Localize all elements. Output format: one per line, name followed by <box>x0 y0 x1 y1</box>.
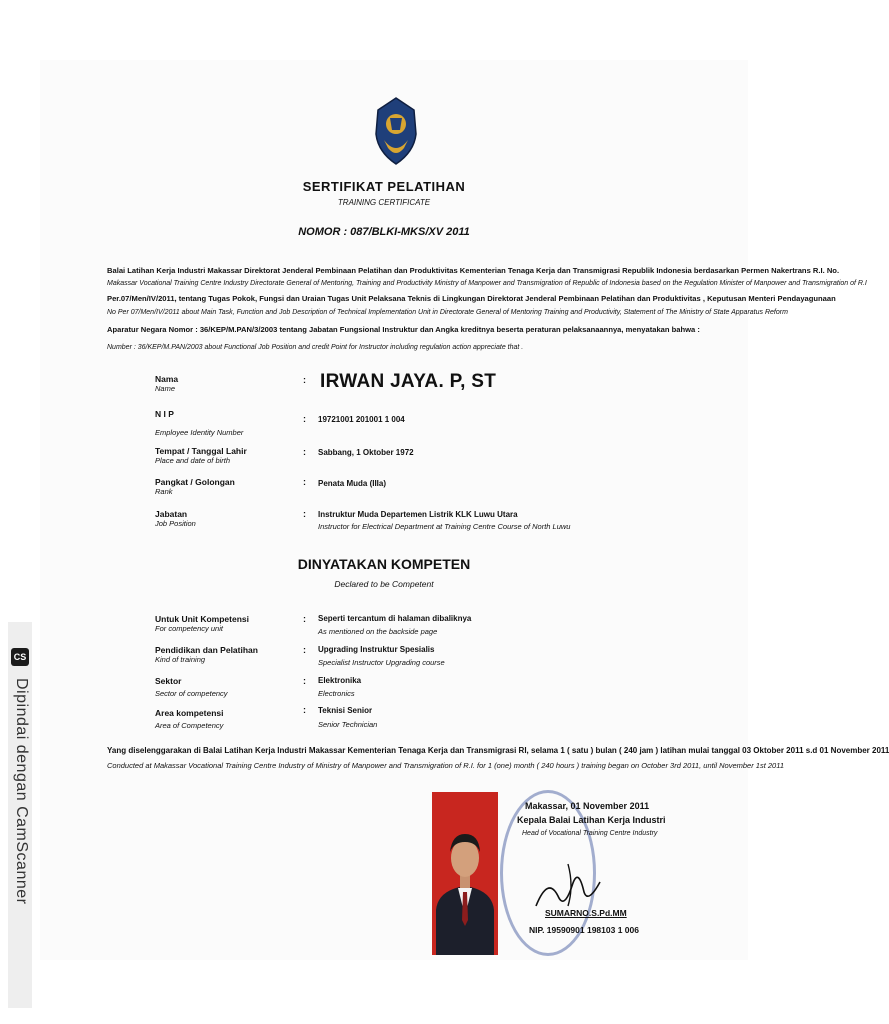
certificate-number: NOMOR : 087/BLKI-MKS/XV 2011 <box>298 226 470 238</box>
colon: : <box>303 447 306 457</box>
field-label-en: Employee Identity Number <box>155 428 244 437</box>
field-label: N I P <box>155 409 174 419</box>
field-label-en: Area of Competency <box>155 721 224 730</box>
field-nip <box>155 409 243 437</box>
signatory-name: SUMARNO.S.Pd.MM <box>545 908 627 918</box>
field-label-en: Job Position <box>155 519 196 528</box>
field-label: Sektor <box>155 676 182 686</box>
field-birth <box>155 446 247 465</box>
field-label-en: Sector of competency <box>155 689 228 698</box>
garuda-emblem-icon <box>374 96 418 166</box>
field-label: Untuk Unit Kompetensi <box>155 614 249 624</box>
field-value-en: As mentioned on the backside page <box>318 627 438 636</box>
field-label: Pendidikan dan Pelatihan <box>155 645 258 655</box>
signatory-nip: NIP. 19590901 198103 1 006 <box>529 925 639 935</box>
field-training <box>155 645 258 664</box>
certificate-title: SERTIFIKAT PELATIHAN <box>302 179 466 194</box>
field-value: Instruktur Muda Departemen Listrik KLK Luwu Utara <box>318 510 518 519</box>
field-competency-unit <box>155 614 249 633</box>
certificate-subtitle: TRAINING CERTIFICATE <box>337 198 431 207</box>
field-value: Elektronika <box>318 676 362 685</box>
training-held-statement-en: Conducted at Makassar Vocational Training Centre Industry of Ministry of Manpower and Transmigration of R.I. for 1 (one) month ( 240 hours ) training began on October 3rd 2011, until November 1st 2011 <box>107 761 785 770</box>
camscanner-logo-icon: CS <box>11 648 29 666</box>
signature-place-date: Makassar, 01 November 2011 <box>525 801 650 811</box>
field-value-en: Specialist Instructor Upgrading course <box>318 658 445 667</box>
field-value: Penata Muda (IIIa) <box>318 479 387 488</box>
colon: : <box>303 477 306 487</box>
field-label-en: For competency unit <box>155 624 223 633</box>
participant-photo <box>432 792 498 955</box>
colon: : <box>303 509 306 519</box>
field-label-en: Place and date of birth <box>155 456 231 465</box>
field-value-en: Electronics <box>318 689 355 698</box>
intro-line: Makassar Vocational Training Centre Industry Directorate General of Mentoring, Training and Productivity Ministry of Manpower and Transmigration of Republic of Indonesia based on the Regulation Minister of Manpower and Transmigration of R.I <box>107 280 867 287</box>
field-area <box>155 708 224 730</box>
camscanner-watermark <box>8 622 32 1008</box>
field-value-en: Senior Technician <box>318 720 378 729</box>
intro-line: Per.07/Men/IV/2011, tentang Tugas Pokok, Fungsi dan Uraian Tugas Unit Pelaksana Teknis di Lingkungan Direktorat Jenderal Pembinaan Pelatihan dan Produktivitas , Keputusan Menteri Pendayagunaan <box>107 294 836 303</box>
field-value: Teknisi Senior <box>318 706 373 715</box>
signature-scribble-icon <box>528 856 608 912</box>
signature-title: Kepala Balai Latihan Kerja Industri <box>517 815 666 825</box>
colon: : <box>303 676 306 686</box>
field-value: Seperti tercantum di halaman dibaliknya <box>318 614 472 623</box>
intro-line: Number : 36/KEP/M.PAN/2003 about Functional Job Position and credit Point for Instructor including regulation action appreciate that . <box>107 344 524 351</box>
field-label-en: Kind of training <box>155 655 206 664</box>
colon: : <box>303 645 306 655</box>
field-value: Upgrading Instruktur Spesialis <box>318 645 435 654</box>
colon: : <box>303 705 306 715</box>
field-label-en: Rank <box>155 487 173 496</box>
colon: : <box>303 414 306 424</box>
field-label: Jabatan <box>155 509 188 519</box>
intro-line: Aparatur Negara Nomor : 36/KEP/M.PAN/3/2003 tentang Jabatan Fungsional Instruktur dan Angka kreditnya beserta peraturan pelaksanaannya, menyatakan bahwa : <box>107 325 700 334</box>
declaration: DINYATAKAN KOMPETEN <box>297 556 471 572</box>
field-name <box>155 374 178 393</box>
field-value-en: Instructor for Electrical Department at Training Centre Course of North Luwu <box>318 522 571 531</box>
training-held-statement: Yang diselenggarakan di Balai Latihan Kerja Industri Makassar Kementerian Tenaga Kerja dan Transmigrasi RI, selama 1 ( satu ) bulan ( 240 jam ) latihan mulai tanggal 03 Oktober 2011 s.d 01 November 2011 <box>107 746 889 755</box>
field-label: Tempat / Tanggal Lahir <box>155 446 247 456</box>
intro-line: No Per 07/Men/IV/2011 about Main Task, Function and Job Description of Technical Implementation Unit in Directorate General of Mentoring Training and Productivity, Statement of The Ministry of State Apparatus Reform <box>107 309 788 316</box>
field-label: Nama <box>155 374 179 384</box>
colon: : <box>303 375 306 385</box>
person-portrait-icon <box>432 792 498 955</box>
field-value: 19721001 201001 1 004 <box>318 415 405 424</box>
declaration-en: Declared to be Competent <box>334 579 434 589</box>
colon: : <box>303 614 306 624</box>
camscanner-text: Dipindai dengan CamScanner <box>13 678 30 905</box>
field-sector <box>155 676 228 698</box>
participant-name: IRWAN JAYA. P, ST <box>320 371 497 392</box>
field-label: Area kompetensi <box>155 708 224 718</box>
signature-title-en: Head of Vocational Training Centre Industry <box>522 830 658 837</box>
field-rank <box>155 477 235 496</box>
field-value: Sabbang, 1 Oktober 1972 <box>318 448 414 457</box>
field-position <box>155 509 196 528</box>
field-label-en: Name <box>155 384 176 393</box>
field-label: Pangkat / Golongan <box>155 477 235 487</box>
intro-line: Balai Latihan Kerja Industri Makassar Direktorat Jenderal Pembinaan Pelatihan dan Produktivitas Kementerian Tenaga Kerja dan Transmigrasi Republik Indonesia berdasarkan Permen Nakertrans R.I. No. <box>107 266 840 275</box>
